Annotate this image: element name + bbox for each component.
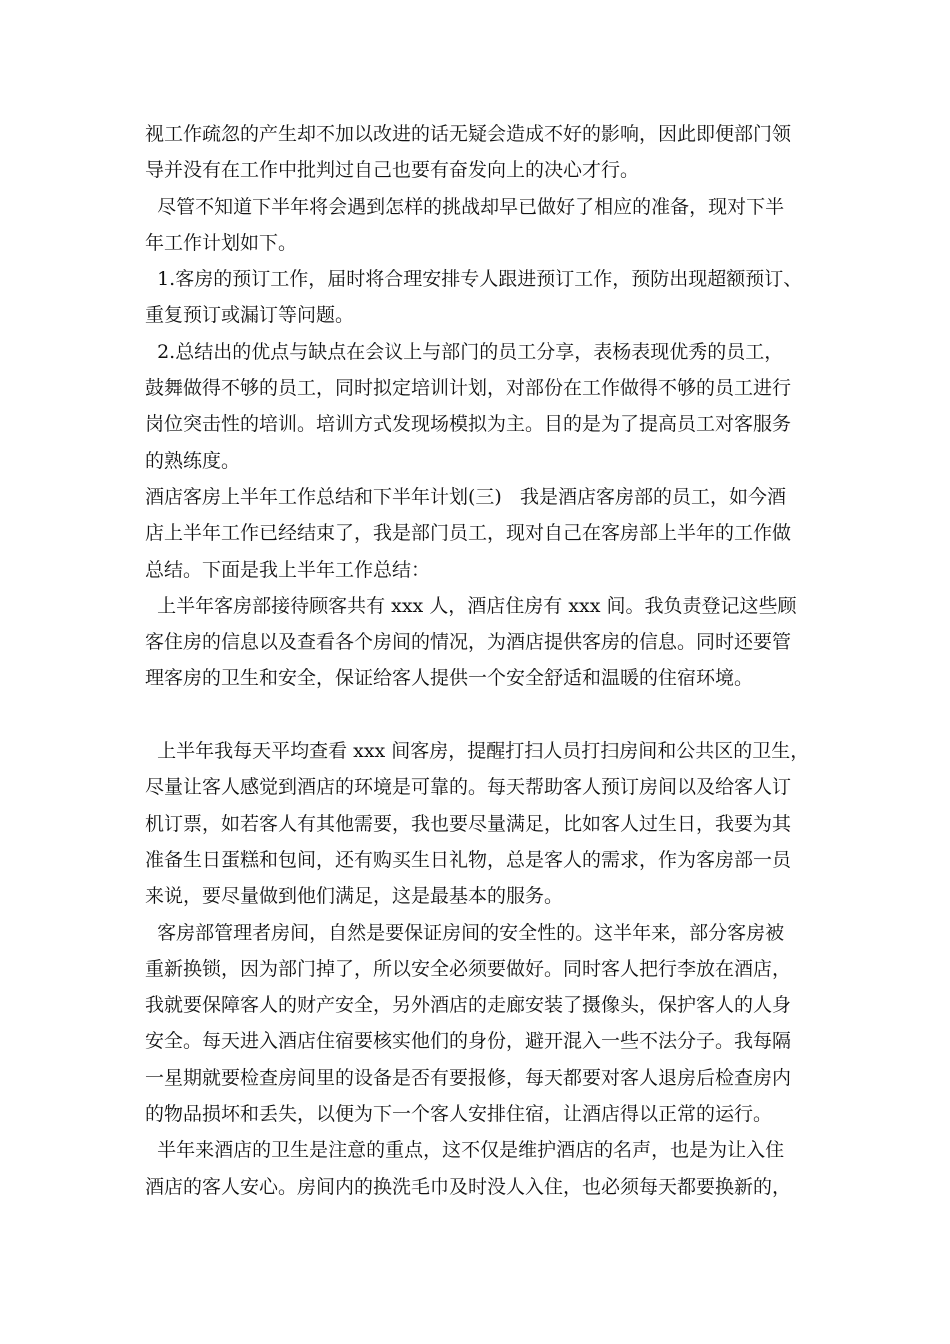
text-line: 岗位突击性的培训。培训方式发现场模拟为主。目的是为了提高员工对客服务: [145, 413, 792, 436]
text-line: 的物品损坏和丢失，以便为下一个客人安排住宿，让酒店得以正常的运行。: [145, 1103, 773, 1126]
text-line: 酒店的客人安心。房间内的换洗毛巾及时没人入住，也必须每天都要换新的，: [145, 1175, 792, 1198]
text-line: 上半年客房部接待顾客共有 xxx 人，酒店住房有 xxx 间。我负责登记这些顾: [145, 594, 797, 617]
text-line: 理客房的卫生和安全，保证给客人提供一个安全舒适和温暖的住宿环境。: [145, 667, 754, 690]
text-line: 2.总结出的优点与缺点在会议上与部门的员工分享，表杨表现优秀的员工，: [145, 340, 784, 363]
text-line: 鼓舞做得不够的员工，同时拟定培训计划，对部份在工作做得不够的员工进行: [145, 377, 792, 400]
text-line: 机订票，如若客人有其他需要，我也要尽量满足，比如客人过生日，我要为其: [145, 812, 792, 835]
text-line: 客房部管理者房间，自然是要保证房间的安全性的。这半年来，部分客房被: [145, 921, 785, 944]
text-line: 年工作计划如下。: [145, 231, 298, 254]
text-line: 来说，要尽量做到他们满足，这是最基本的服务。: [145, 885, 564, 908]
text-line: 我就要保障客人的财产安全，另外酒店的走廊安装了摄像头，保护客人的人身: [145, 994, 792, 1017]
text-line: 上半年我每天平均查看 xxx 间客房，提醒打扫人员打扫房间和公共区的卫生，: [145, 740, 810, 763]
text-line: 视工作疏忽的产生却不加以改进的话无疑会造成不好的影响，因此即便部门领: [145, 123, 792, 145]
text-line: 客住房的信息以及查看各个房间的情况，为酒店提供客房的信息。同时还要管: [145, 631, 792, 654]
text-line: 半年来酒店的卫生是注意的重点，这不仅是维护酒店的名声，也是为让入住: [145, 1139, 785, 1162]
text-line: 1.客房的预订工作，届时将合理安排专人跟进预订工作，预防出现超额预订、: [145, 268, 803, 291]
text-line: 导并没有在工作中批判过自己也要有奋发向上的决心才行。: [145, 159, 640, 182]
text-line: 准备生日蛋糕和包间，还有购买生日礼物，总是客人的需求，作为客房部一员: [145, 848, 792, 871]
text-line: 尽管不知道下半年将会遇到怎样的挑战却早已做好了相应的准备，现对下半: [145, 195, 785, 218]
text-line: 总结。下面是我上半年工作总结：: [145, 558, 431, 581]
document-body: [145, 116, 810, 1205]
text-line: 的熟练度。: [145, 449, 241, 472]
text-line: 安全。每天进入酒店住宿要核实他们的身份，避开混入一些不法分子。我每隔: [145, 1030, 792, 1053]
text-line: 一星期就要检查房间里的设备是否有要报修，每天都要对客人退房后检查房内: [145, 1066, 792, 1089]
text-line: 重复预订或漏订等问题。: [145, 304, 355, 327]
text-line: 店上半年工作已经结束了，我是部门员工，现对自己在客房部上半年的工作做: [145, 522, 792, 545]
blank-line: [145, 697, 810, 733]
text-line: 重新换锁，因为部门掉了，所以安全必须要做好。同时客人把行李放在酒店，: [145, 957, 792, 980]
section-heading-line: 酒店客房上半年工作总结和下半年计划(三) 我是酒店客房部的员工，如今酒: [145, 485, 786, 508]
text-line: 尽量让客人感觉到酒店的环境是可靠的。每天帮助客人预订房间以及给客人订: [145, 776, 792, 799]
